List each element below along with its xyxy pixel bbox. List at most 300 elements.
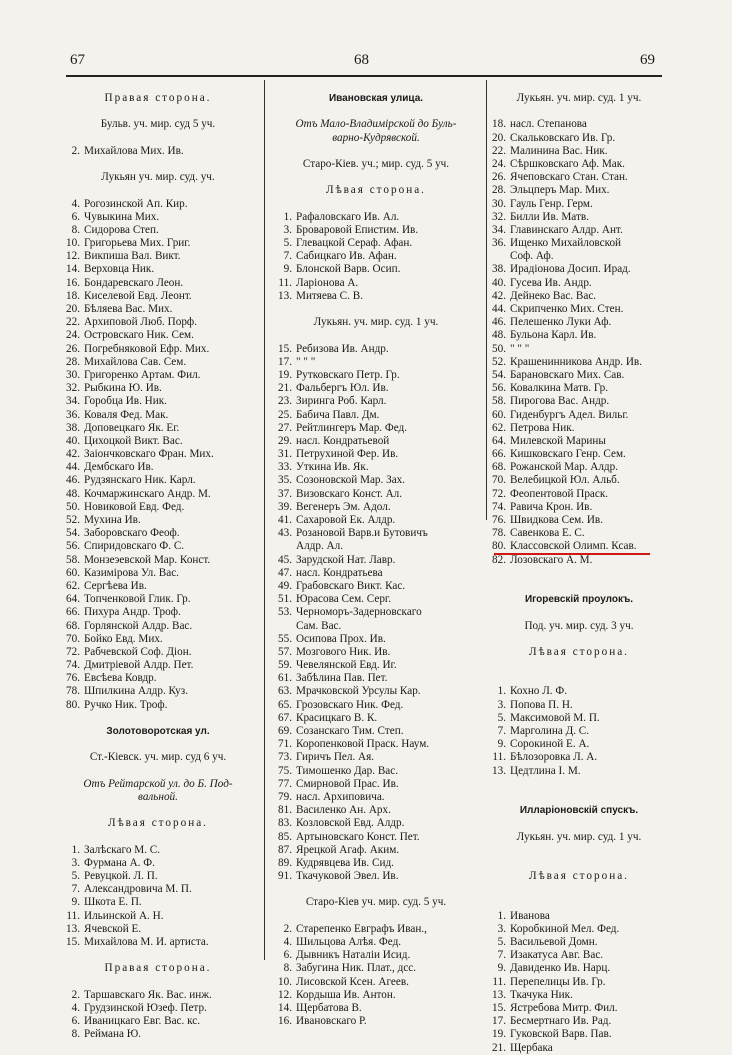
house-number: 15.: [492, 1001, 506, 1014]
entry-text: Лукьян. уч. мир. суд. 1 уч.: [516, 92, 642, 104]
house-number: 13.: [492, 764, 506, 777]
entry-text: Забѣлина Пав. Пет.: [296, 672, 388, 685]
house-number: 48.: [492, 329, 506, 342]
house-number: 23.: [278, 395, 292, 408]
side-heading: [270, 184, 482, 197]
address-entry: [58, 237, 258, 250]
house-number: 36.: [492, 237, 506, 250]
house-number: 49.: [278, 579, 292, 592]
house-number: 11.: [492, 751, 506, 764]
address-entry: [484, 356, 674, 369]
address-entry: [484, 501, 674, 514]
blank-line: [270, 198, 482, 211]
address-entry: [484, 118, 674, 131]
address-entry: [484, 949, 674, 962]
house-number: 76.: [66, 672, 80, 685]
entry-text: Попова П. Н.: [510, 698, 573, 711]
house-number: 13.: [492, 988, 506, 1001]
blank-line: [484, 105, 674, 118]
house-number: 80.: [492, 540, 506, 553]
blank-line: [270, 329, 482, 342]
house-number: 68.: [66, 619, 80, 632]
house-number: 1.: [497, 685, 506, 698]
entry-text: Кочмаржинскаго Андр. М.: [84, 487, 211, 500]
district-court-line: [58, 171, 258, 184]
entry-text: Марголина Д. С.: [510, 725, 590, 737]
address-entry: [58, 303, 258, 316]
district-court-line: [270, 158, 482, 171]
address-entry: [484, 936, 674, 949]
entry-text: Классовской Олимп. Ксав.: [510, 540, 637, 553]
entry-text: Под. уч. мир. суд. 3 уч.: [524, 619, 634, 632]
house-number: 70.: [66, 632, 80, 645]
entry-text: Созанскаго Тим. Степ.: [296, 725, 404, 737]
address-entry: [270, 712, 482, 725]
entry-text: Бабича Павл. Дм.: [296, 408, 380, 421]
address-entry: [484, 369, 674, 382]
entry-text: Крашенинникова Андр. Ив.: [510, 355, 642, 368]
address-entry: [270, 224, 482, 237]
entry-text: Коробкиной Мел. Фед.: [510, 922, 620, 935]
street-range-note: [270, 118, 482, 131]
entry-text: Савенкова Е. С.: [510, 527, 585, 540]
entry-text: Иваницкаго Евг. Вас. кс.: [84, 1015, 201, 1028]
blank-line: [484, 659, 674, 672]
column-left: [58, 92, 258, 1042]
address-entry: [484, 765, 674, 778]
house-number: 36.: [66, 408, 80, 421]
entry-text: Рудзянскаго Ник. Карл.: [84, 474, 196, 487]
house-number: 72.: [492, 487, 506, 500]
house-number: 53.: [278, 606, 292, 619]
entry-text: Билли Ив. Матв.: [510, 210, 589, 223]
house-number: 62.: [66, 579, 80, 592]
entry-text: Ревуцкой. Л. П.: [84, 870, 158, 883]
entry-text: Изакатуса Авг. Вас.: [510, 949, 604, 962]
entry-text: Велебицкой Юл. Альб.: [510, 474, 620, 487]
entry-text: Казимірова Ул. Вас.: [84, 566, 179, 579]
blank-line: [58, 132, 258, 145]
address-entry: [58, 422, 258, 435]
entry-text: Правая сторона.: [104, 962, 212, 975]
house-number: 70.: [492, 474, 506, 487]
address-entry: [58, 567, 258, 580]
entry-text: Сергѣева Ив.: [84, 579, 147, 592]
entry-text: Сабицкаго Ив. Афан.: [296, 250, 397, 263]
address-entry: [270, 540, 482, 553]
house-number: 76.: [492, 514, 506, 526]
address-entry: [270, 369, 482, 382]
address-entry: [270, 554, 482, 567]
address-entry: [270, 962, 482, 975]
house-number: 1.: [497, 909, 506, 922]
address-entry: [58, 343, 258, 356]
address-entry: [484, 132, 674, 145]
house-number: 87.: [278, 843, 292, 856]
entry-text: Кордыша Ив. Антон.: [296, 988, 396, 1001]
blank-line: [484, 672, 674, 685]
entry-text: Топченковой Глик. Гр.: [84, 593, 191, 606]
address-entry: [270, 765, 482, 778]
blank-line: [484, 896, 674, 909]
address-entry: [58, 1015, 258, 1028]
house-number: 63.: [278, 685, 292, 698]
address-entry: [58, 1002, 258, 1015]
entry-text: Розановой Варв.и Бутовичъ: [296, 527, 428, 540]
address-entry: [270, 817, 482, 830]
blank-line: [270, 145, 482, 158]
entry-text: Лѣвая сторона.: [529, 645, 629, 658]
address-entry: [58, 382, 258, 395]
entry-text: Бѣляева Вас. Мих.: [84, 303, 173, 315]
house-number: 28.: [492, 184, 506, 197]
blank-line: [58, 158, 258, 171]
entry-text: Черноморъ-Задерновскаго: [296, 606, 422, 619]
house-number: 6.: [71, 210, 80, 223]
address-entry: [484, 699, 674, 712]
entry-text: Артыновскаго Конст. Пет.: [296, 830, 420, 843]
district-court-line: [58, 118, 258, 131]
entry-text: Соф. Аф.: [510, 250, 554, 263]
address-entry: [270, 725, 482, 738]
address-entry: [270, 409, 482, 422]
entry-text: Бойко Евд. Мих.: [84, 632, 163, 645]
column-middle: [270, 92, 482, 1028]
address-entry: [58, 527, 258, 540]
house-number: 54.: [66, 527, 80, 540]
entry-text: Михайлова Мих. Ив.: [84, 144, 184, 157]
address-entry: [270, 751, 482, 764]
house-number: 30.: [66, 368, 80, 381]
house-number: 35.: [278, 474, 292, 487]
district-court-line: [270, 896, 482, 909]
address-entry: [58, 1028, 258, 1041]
entry-text: Архиповой Люб. Порф.: [84, 316, 197, 329]
address-entry: [58, 844, 258, 857]
entry-text: Чевелянской Евд. Иг.: [296, 659, 397, 672]
address-entry: [270, 250, 482, 263]
blank-line: [484, 778, 674, 791]
address-entry: [58, 488, 258, 501]
blank-line: [484, 857, 674, 870]
address-entry: [58, 936, 258, 949]
address-entry: [484, 303, 674, 316]
address-entry: [484, 158, 674, 171]
blank-line: [58, 738, 258, 751]
address-entry: [270, 1015, 482, 1028]
house-number: 64.: [492, 434, 506, 447]
address-entry: [484, 685, 674, 698]
address-entry: [484, 409, 674, 422]
entry-text: Алдр. Ал.: [296, 540, 344, 553]
entry-text: Коропенковой Праск. Наум.: [296, 738, 430, 751]
entry-text: Малинина Вас. Ник.: [510, 144, 608, 157]
entry-text: Ищенко Михайловской: [510, 237, 622, 250]
address-entry: [484, 343, 674, 356]
address-entry: [58, 514, 258, 527]
house-number: 38.: [492, 263, 506, 276]
house-number: 32.: [66, 382, 80, 395]
entry-text: Ковалкина Матв. Гр.: [510, 382, 608, 395]
blank-line: [270, 303, 482, 316]
address-entry: [484, 712, 674, 725]
house-number: 72.: [66, 645, 80, 658]
entry-text: Грудзинской Юзеф. Петр.: [84, 1001, 207, 1014]
address-entry: [58, 290, 258, 303]
address-entry: [270, 936, 482, 949]
house-number: 22.: [66, 316, 80, 329]
blank-line: [484, 883, 674, 896]
entry-text: Эльцперъ Мар. Мих.: [510, 184, 610, 197]
address-entry: [270, 527, 482, 540]
entry-text: Равича Крон. Ив.: [510, 500, 593, 513]
entry-text: Рафаловскаго Ив. Ал.: [296, 210, 400, 223]
entry-text: Доповецкаго Як. Ег.: [84, 421, 180, 434]
address-entry: [270, 1002, 482, 1015]
entry-text: Ребизова Ив. Андр.: [296, 342, 389, 355]
blank-line: [484, 567, 674, 580]
address-entry: [58, 923, 258, 936]
address-entry: [270, 699, 482, 712]
house-number: 64.: [66, 593, 80, 606]
page-number-left: 67: [70, 52, 85, 68]
entry-text: Тимошенко Дар. Вас.: [296, 764, 399, 777]
address-entry: [270, 514, 482, 527]
house-number: 16.: [66, 276, 80, 289]
entry-text: Бульв. уч. мир. суд 5 уч.: [100, 118, 216, 131]
entry-text: Илларіоновскій спускъ.: [519, 805, 639, 817]
entry-text: Милевской Марины: [510, 434, 606, 447]
house-number: 2.: [71, 988, 80, 1001]
address-entry: [484, 725, 674, 738]
house-number: 29.: [278, 434, 292, 447]
entry-text: Фальбергъ Юл. Ив.: [296, 382, 389, 395]
house-number: 21.: [492, 1041, 506, 1054]
blank-line: [58, 105, 258, 118]
entry-text: Зиринга Роб. Карл.: [296, 395, 387, 408]
blank-line: [58, 949, 258, 962]
entry-text: Шпилкина Алдр. Куз.: [84, 685, 188, 698]
house-number: 7.: [283, 250, 292, 263]
address-entry: [58, 145, 258, 158]
address-entry: [58, 659, 258, 672]
house-number: 58.: [66, 553, 80, 566]
entry-text: Смирновой Прас. Ив.: [296, 777, 399, 790]
address-entry: [270, 488, 482, 501]
house-number: 78.: [492, 527, 506, 540]
entry-text: Рогозинской Ап. Кир.: [84, 197, 188, 210]
house-number: 18.: [492, 118, 506, 131]
address-entry: [484, 145, 674, 158]
house-number: 74.: [66, 659, 80, 672]
entry-text: Чувыкина Мих.: [84, 210, 160, 223]
house-number: 54.: [492, 368, 506, 381]
entry-text: Старепенко Евграфъ Иван.,: [296, 922, 427, 935]
address-entry: [270, 211, 482, 224]
address-entry: [58, 685, 258, 698]
house-number: 73.: [278, 751, 292, 764]
entry-text: Швидкова Сем. Ив.: [510, 514, 604, 526]
district-court-line: [484, 620, 674, 633]
entry-text: Горобца Ив. Ник.: [84, 395, 167, 408]
entry-text: Островскаго Ник. Сем.: [84, 329, 194, 342]
house-number: 52.: [66, 514, 80, 526]
entry-text: Киселевой Евд. Леонт.: [84, 289, 192, 302]
address-entry: [270, 356, 482, 369]
address-entry: [484, 435, 674, 448]
entry-text: Лѣвая сторона.: [108, 817, 208, 830]
house-number: 44.: [492, 303, 506, 315]
address-entry: [58, 580, 258, 593]
blank-line: [58, 765, 258, 778]
house-number: 20.: [66, 303, 80, 315]
entry-text: Иванова: [510, 909, 550, 922]
address-entry: [58, 461, 258, 474]
house-number: 50.: [66, 500, 80, 513]
entry-text: Ирадіонова Досип. Ирад.: [510, 263, 631, 276]
house-number: 5.: [497, 936, 506, 948]
entry-text: Визовскаго Конст. Ал.: [296, 487, 403, 500]
entry-text: Лукьян. уч. мир. суд. 1 уч.: [313, 316, 439, 329]
district-court-line: [270, 316, 482, 329]
street-range-note: [58, 791, 258, 804]
entry-text: Козловской Евд. Алдр.: [296, 817, 405, 830]
entry-text: Рутковскаго Петр. Гр.: [296, 368, 400, 381]
entry-text: Михайлова М. И. артиста.: [84, 936, 209, 948]
address-entry: [270, 277, 482, 290]
entry-text: Цихоцкой Викт. Вас.: [84, 434, 183, 447]
blank-line: [484, 791, 674, 804]
address-entry: [270, 831, 482, 844]
entry-text: " " ": [510, 342, 530, 355]
house-number: 9.: [497, 962, 506, 975]
entry-text: Рожанской Мар. Алдр.: [510, 461, 618, 474]
address-entry: [58, 395, 258, 408]
address-entry: [270, 435, 482, 448]
entry-text: Барановскаго Мих. Сав.: [510, 368, 625, 381]
entry-text: Реймана Ю.: [84, 1028, 142, 1041]
entry-text: Бѣлозоровка Л. А.: [510, 751, 598, 764]
address-entry: [270, 844, 482, 857]
entry-text: Александровича М. П.: [84, 883, 192, 896]
entry-text: Гиричъ Пел. Ая.: [296, 751, 375, 764]
house-number: 7.: [71, 883, 80, 896]
address-entry: [58, 699, 258, 712]
entry-text: Васильевой Домн.: [510, 936, 598, 948]
entry-text: Ручко Ник. Троф.: [84, 698, 168, 711]
house-number: 89.: [278, 856, 292, 869]
address-entry: [484, 224, 674, 237]
entry-text: Ячевской Е.: [84, 922, 142, 935]
entry-text: Ильинской А. Н.: [84, 909, 164, 922]
house-number: 33.: [278, 461, 292, 474]
entry-text: Пихура Андр. Троф.: [84, 606, 181, 619]
entry-text: Старо-Кіев уч. мир. суд. 5 уч.: [305, 896, 447, 909]
address-entry: [484, 263, 674, 276]
house-number: 10.: [278, 975, 292, 988]
house-number: 40.: [492, 276, 506, 289]
house-number: 9.: [497, 738, 506, 751]
house-number: 20.: [492, 131, 506, 144]
address-entry: [484, 1042, 674, 1055]
address-entry: [484, 514, 674, 527]
house-number: 3.: [71, 856, 80, 869]
entry-text: Пирогова Вас. Андр.: [510, 395, 610, 408]
blank-line: [58, 831, 258, 844]
house-number: 34.: [492, 223, 506, 236]
house-number: 3.: [497, 922, 506, 935]
house-number: 80.: [66, 698, 80, 711]
entry-text: Осипова Прох. Ив.: [296, 632, 386, 645]
house-number: 5.: [71, 870, 80, 883]
house-number: 59.: [278, 659, 292, 672]
entry-text: Давиденко Ив. Нарц.: [510, 962, 611, 975]
address-entry: [484, 290, 674, 303]
house-number: 66.: [492, 448, 506, 461]
house-number: 65.: [278, 698, 292, 711]
house-number: 46.: [66, 474, 80, 487]
entry-text: Лисовской Ксен. Агеев.: [296, 975, 409, 988]
house-number: 46.: [492, 316, 506, 329]
house-number: 79.: [278, 790, 292, 803]
entry-text: Кохно Л. Ф.: [510, 685, 568, 698]
house-number: 11.: [492, 975, 506, 988]
house-number: 82.: [492, 553, 506, 566]
entry-text: Рыбкина Ю. Ив.: [84, 382, 162, 395]
address-entry: [484, 237, 674, 250]
entry-text: Щербака: [510, 1041, 553, 1054]
house-number: 42.: [492, 289, 506, 302]
side-heading: [58, 962, 258, 975]
address-entry: [270, 422, 482, 435]
address-entry: [270, 923, 482, 936]
house-number: 24.: [66, 329, 80, 342]
house-number: 43.: [278, 527, 292, 540]
house-number: 2.: [71, 144, 80, 157]
blank-line: [484, 633, 674, 646]
address-entry: [484, 250, 674, 263]
house-number: 6.: [71, 1015, 80, 1028]
house-number: 66.: [66, 606, 80, 619]
entry-text: Петрова Ник.: [510, 421, 575, 434]
entry-text: Лѣвая сторона.: [326, 184, 426, 197]
address-entry: [270, 738, 482, 751]
house-number: 4.: [71, 1001, 80, 1014]
address-entry: [58, 593, 258, 606]
house-number: 62.: [492, 421, 506, 434]
house-number: 69.: [278, 725, 292, 737]
address-entry: [58, 910, 258, 923]
address-entry: [270, 606, 482, 619]
address-entry: [58, 896, 258, 909]
address-entry: [58, 501, 258, 514]
entry-text: Ларіонова А.: [296, 276, 359, 289]
house-number: 22.: [492, 144, 506, 157]
house-number: 5.: [497, 711, 506, 724]
column-right: [484, 92, 674, 1055]
house-number: 24.: [492, 157, 506, 170]
house-number: 55.: [278, 632, 292, 645]
entry-text: Лукьян уч. мир. суд. уч.: [101, 171, 215, 184]
entry-text: " " ": [296, 355, 316, 368]
house-number: 77.: [278, 777, 292, 790]
house-number: 3.: [283, 223, 292, 236]
entry-text: Грабовскаго Викт. Кас.: [296, 579, 406, 592]
district-court-line: [58, 751, 258, 764]
house-number: 60.: [492, 408, 506, 421]
page-number-right: 69: [640, 52, 655, 68]
address-entry: [270, 290, 482, 303]
